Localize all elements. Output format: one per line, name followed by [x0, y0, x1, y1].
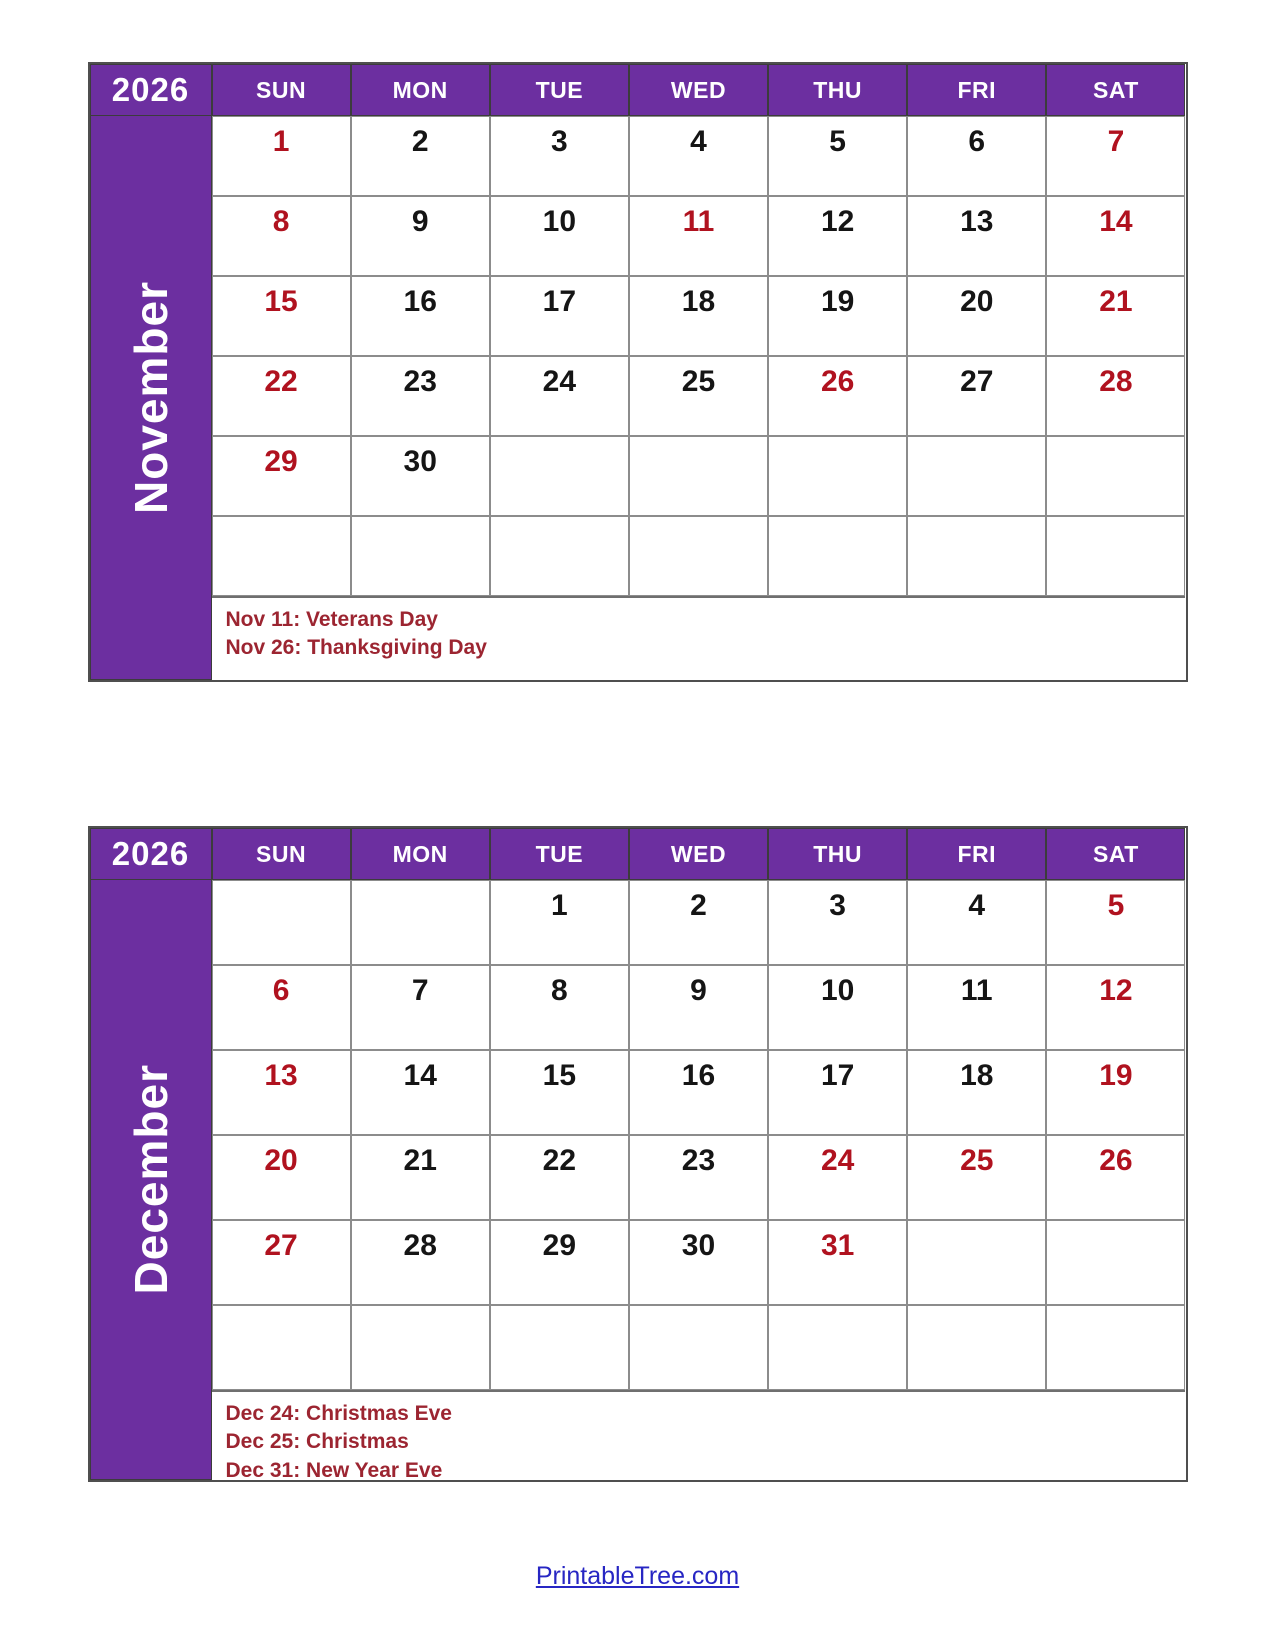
month-sidebar: [90, 116, 212, 680]
date-cell-dec-19: 19: [1046, 1050, 1185, 1135]
holiday-note: Nov 26: Thanksgiving Day: [225, 636, 487, 660]
date-cell-nov-29: 29: [212, 436, 351, 516]
empty-cell: [351, 516, 490, 596]
empty-cell: [907, 1305, 1046, 1390]
holiday-notes: [212, 1390, 1186, 1480]
date-cell-dec-17: 17: [768, 1050, 907, 1135]
empty-cell: [907, 436, 1046, 516]
date-cell-dec-28: 28: [351, 1220, 490, 1305]
day-header-sat: SAT: [1046, 828, 1185, 880]
empty-cell: [490, 516, 629, 596]
date-cell-nov-5: 5: [768, 116, 907, 196]
date-cell-dec-11: 11: [907, 965, 1046, 1050]
date-cell-nov-10: 10: [490, 196, 629, 276]
empty-cell: [629, 1305, 768, 1390]
date-cell-dec-29: 29: [490, 1220, 629, 1305]
empty-cell: [212, 516, 351, 596]
footer: [0, 1562, 1275, 1591]
day-header-fri: FRI: [907, 64, 1046, 116]
date-cell-nov-7: 7: [1046, 116, 1185, 196]
date-cell-nov-9: 9: [351, 196, 490, 276]
day-header-tue: TUE: [490, 828, 629, 880]
date-cell-dec-13: 13: [212, 1050, 351, 1135]
empty-cell: [907, 516, 1046, 596]
date-cell-nov-30: 30: [351, 436, 490, 516]
day-header-thu: THU: [768, 64, 907, 116]
date-cell-dec-4: 4: [907, 880, 1046, 965]
date-cell-nov-14: 14: [1046, 196, 1185, 276]
empty-cell: [1046, 1305, 1185, 1390]
date-cell-dec-16: 16: [629, 1050, 768, 1135]
holiday-notes: [212, 596, 1186, 680]
date-cell-nov-27: 27: [907, 356, 1046, 436]
month-calendar: [88, 826, 1188, 1482]
day-header-wed: WED: [629, 828, 768, 880]
month-label: December: [124, 1064, 177, 1295]
date-cell-nov-3: 3: [490, 116, 629, 196]
empty-cell: [1046, 436, 1185, 516]
day-header-thu: THU: [768, 828, 907, 880]
date-cell-nov-28: 28: [1046, 356, 1185, 436]
date-cell-nov-12: 12: [768, 196, 907, 276]
empty-cell: [351, 1305, 490, 1390]
holiday-note: Nov 11: Veterans Day: [225, 608, 438, 631]
date-cell-nov-15: 15: [212, 276, 351, 356]
empty-cell: [629, 516, 768, 596]
year-label: 2026: [90, 64, 212, 116]
date-cell-dec-3: 3: [768, 880, 907, 965]
empty-cell: [768, 436, 907, 516]
empty-cell: [490, 436, 629, 516]
date-cell-nov-18: 18: [629, 276, 768, 356]
date-cell-dec-24: 24: [768, 1135, 907, 1220]
day-header-sun: SUN: [212, 828, 351, 880]
date-cell-nov-26: 26: [768, 356, 907, 436]
holiday-note: Dec 24: Christmas Eve: [225, 1402, 452, 1425]
day-header-mon: MON: [351, 64, 490, 116]
empty-cell: [907, 1220, 1046, 1305]
empty-cell: [1046, 1220, 1185, 1305]
day-header-wed: WED: [629, 64, 768, 116]
date-cell-dec-26: 26: [1046, 1135, 1185, 1220]
date-cell-nov-11: 11: [629, 196, 768, 276]
footer-link[interactable]: PrintableTree.com: [535, 1562, 740, 1590]
empty-cell: [212, 880, 351, 965]
date-cell-nov-2: 2: [351, 116, 490, 196]
date-cell-dec-5: 5: [1046, 880, 1185, 965]
date-cell-nov-17: 17: [490, 276, 629, 356]
holiday-note: Dec 31: New Year Eve: [225, 1458, 443, 1482]
empty-cell: [212, 1305, 351, 1390]
date-cell-nov-20: 20: [907, 276, 1046, 356]
empty-cell: [768, 1305, 907, 1390]
date-cell-dec-25: 25: [907, 1135, 1046, 1220]
holiday-note: Dec 25: Christmas: [225, 1430, 409, 1454]
date-cell-nov-16: 16: [351, 276, 490, 356]
month-sidebar: [90, 880, 212, 1480]
month-calendar: [88, 62, 1188, 682]
date-cell-dec-18: 18: [907, 1050, 1046, 1135]
date-cell-dec-10: 10: [768, 965, 907, 1050]
day-header-tue: TUE: [490, 64, 629, 116]
date-cell-nov-22: 22: [212, 356, 351, 436]
year-label: 2026: [90, 828, 212, 880]
day-header-sun: SUN: [212, 64, 351, 116]
date-cell-dec-2: 2: [629, 880, 768, 965]
date-cell-dec-12: 12: [1046, 965, 1185, 1050]
date-cell-dec-22: 22: [490, 1135, 629, 1220]
empty-cell: [1046, 516, 1185, 596]
date-cell-dec-21: 21: [351, 1135, 490, 1220]
month-label: November: [124, 281, 177, 514]
date-cell-dec-27: 27: [212, 1220, 351, 1305]
date-cell-nov-1: 1: [212, 116, 351, 196]
date-cell-dec-15: 15: [490, 1050, 629, 1135]
date-cell-nov-13: 13: [907, 196, 1046, 276]
date-cell-nov-23: 23: [351, 356, 490, 436]
date-cell-dec-9: 9: [629, 965, 768, 1050]
date-cell-dec-20: 20: [212, 1135, 351, 1220]
day-header-sat: SAT: [1046, 64, 1185, 116]
empty-cell: [768, 516, 907, 596]
date-cell-nov-24: 24: [490, 356, 629, 436]
date-cell-dec-23: 23: [629, 1135, 768, 1220]
date-cell-dec-7: 7: [351, 965, 490, 1050]
empty-cell: [351, 880, 490, 965]
date-cell-nov-21: 21: [1046, 276, 1185, 356]
date-cell-dec-31: 31: [768, 1220, 907, 1305]
date-cell-nov-8: 8: [212, 196, 351, 276]
date-cell-dec-8: 8: [490, 965, 629, 1050]
date-cell-dec-30: 30: [629, 1220, 768, 1305]
date-cell-dec-6: 6: [212, 965, 351, 1050]
date-cell-dec-1: 1: [490, 880, 629, 965]
date-cell-dec-14: 14: [351, 1050, 490, 1135]
day-header-fri: FRI: [907, 828, 1046, 880]
empty-cell: [490, 1305, 629, 1390]
date-cell-nov-4: 4: [629, 116, 768, 196]
date-cell-nov-25: 25: [629, 356, 768, 436]
date-cell-nov-19: 19: [768, 276, 907, 356]
empty-cell: [629, 436, 768, 516]
day-header-mon: MON: [351, 828, 490, 880]
date-cell-nov-6: 6: [907, 116, 1046, 196]
